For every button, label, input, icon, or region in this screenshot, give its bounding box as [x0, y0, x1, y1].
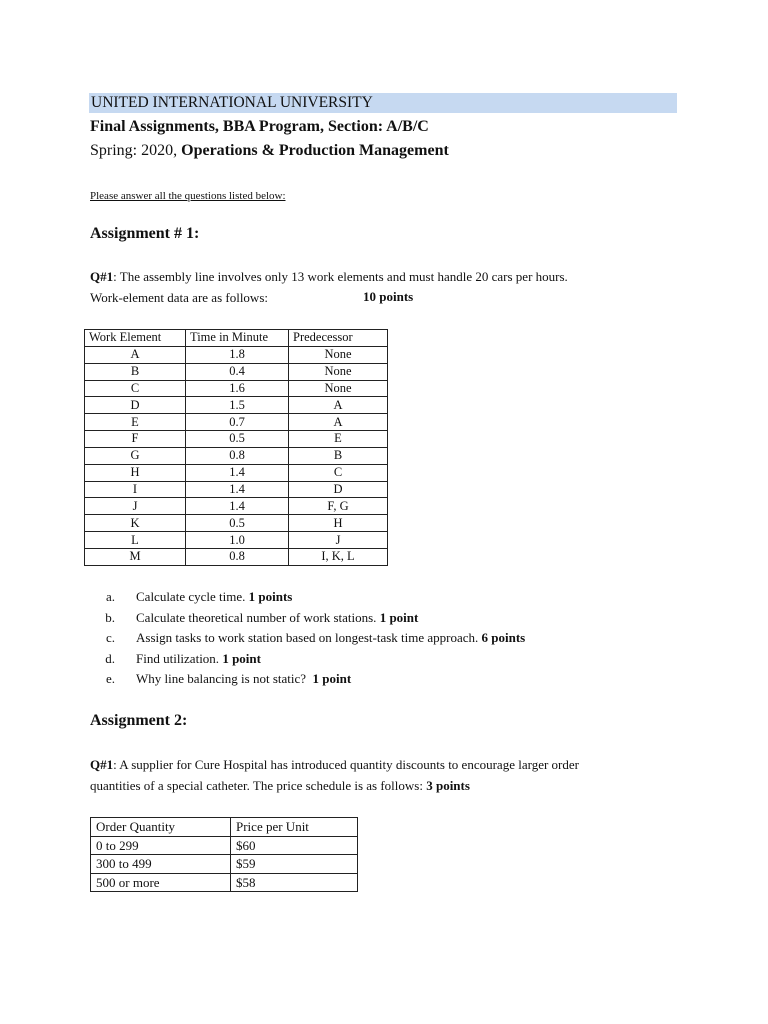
cell-time: 1.4 [186, 464, 289, 481]
cell-predecessor: J [289, 532, 388, 549]
task-points: 1 point [379, 609, 419, 625]
cell-time: 1.5 [186, 397, 289, 414]
cell-work-element: H [85, 464, 186, 481]
work-element-table [84, 329, 388, 566]
work-element-rows [85, 346, 388, 565]
table-row [85, 532, 388, 549]
task-points: 1 points [248, 589, 293, 604]
task-body [136, 587, 292, 608]
course-title: Operations & Production Management [181, 142, 449, 159]
task-item [90, 649, 525, 670]
question-text-line1: : The assembly line involves only 13 work elements and must handle 20 cars per hours. [113, 269, 568, 284]
cell-work-element: L [85, 532, 186, 549]
cell-price-per-unit: $59 [231, 855, 358, 874]
task-text: Assign tasks to work station based on longest-task time approach. [136, 630, 482, 645]
cell-work-element: F [85, 431, 186, 448]
table-row [91, 873, 358, 892]
cell-predecessor: None [289, 363, 388, 380]
question-label: Q#1 [90, 269, 114, 284]
task-marker: d. [105, 650, 115, 666]
task-body [136, 669, 351, 690]
cell-predecessor: A [289, 414, 388, 431]
course-line: Final Assignments, BBA Program, Section: A/B/C [90, 118, 429, 135]
header-work-element: Work Element [85, 330, 186, 347]
instruction-text: Please answer all the questions listed below: [90, 190, 286, 202]
table-row [85, 548, 388, 565]
header-order-quantity: Order Quantity [91, 818, 231, 837]
cell-predecessor: I, K, L [289, 548, 388, 565]
table-row [85, 431, 388, 448]
cell-predecessor: A [289, 397, 388, 414]
assignment1-heading: Assignment # 1: [90, 225, 200, 242]
question-text-line1: : A supplier for Cure Hospital has introduced quantity discounts to encourage larger order [113, 757, 579, 772]
cell-order-quantity: 0 to 299 [91, 836, 231, 855]
task-points: 1 point [312, 671, 352, 686]
assignment1-question [90, 267, 568, 308]
cell-time: 1.8 [186, 346, 289, 363]
task-text: Why line balancing is not static? [136, 671, 313, 686]
table-row [85, 481, 388, 498]
task-text: Find utilization. [136, 650, 223, 666]
cell-time: 1.6 [186, 380, 289, 397]
term-prefix: Spring: 2020, [90, 142, 182, 159]
question-text-line2: Work-element data are as follows: [90, 289, 268, 305]
table-row [91, 855, 358, 874]
question-label: Q#1 [90, 757, 114, 772]
cell-predecessor: None [289, 346, 388, 363]
assignment2-heading: Assignment 2: [90, 712, 188, 729]
cell-time: 0.5 [186, 431, 289, 448]
cell-time: 0.8 [186, 548, 289, 565]
table-row [85, 414, 388, 431]
task-item [90, 608, 525, 629]
task-item [90, 587, 525, 608]
task-item [90, 628, 525, 649]
cell-time: 1.0 [186, 532, 289, 549]
question-points: 10 points [363, 289, 414, 304]
cell-predecessor: C [289, 464, 388, 481]
cell-time: 1.4 [186, 481, 289, 498]
cell-work-element: K [85, 515, 186, 532]
cell-work-element: A [85, 346, 186, 363]
task-list [90, 587, 525, 690]
cell-predecessor: D [289, 481, 388, 498]
table-row [85, 346, 388, 363]
cell-work-element: J [85, 498, 186, 515]
cell-order-quantity: 500 or more [91, 873, 231, 892]
table-header-row [91, 818, 358, 837]
cell-time: 1.4 [186, 498, 289, 515]
header-price-per-unit: Price per Unit [231, 818, 358, 837]
table-row [85, 380, 388, 397]
cell-time: 0.5 [186, 515, 289, 532]
task-text: Calculate theoretical number of work stations. [136, 609, 380, 625]
cell-time: 0.8 [186, 447, 289, 464]
task-text: Calculate cycle time. [136, 589, 249, 604]
price-schedule-table [90, 817, 358, 892]
task-points: 6 points [481, 630, 526, 645]
table-row [85, 515, 388, 532]
cell-work-element: D [85, 397, 186, 414]
task-item [90, 669, 525, 690]
cell-work-element: I [85, 481, 186, 498]
cell-order-quantity: 300 to 499 [91, 855, 231, 874]
question-points: 3 points [426, 777, 470, 793]
task-marker: a. [105, 589, 115, 604]
cell-predecessor: None [289, 380, 388, 397]
task-points: 1 point [222, 650, 261, 666]
cell-predecessor: B [289, 447, 388, 464]
cell-work-element: E [85, 414, 186, 431]
task-body [136, 649, 261, 670]
cell-work-element: B [85, 363, 186, 380]
cell-predecessor: F, G [289, 498, 388, 515]
table-row [85, 397, 388, 414]
task-marker: b. [105, 609, 115, 625]
table-row [85, 363, 388, 380]
cell-work-element: M [85, 548, 186, 565]
header-time: Time in Minute [186, 330, 289, 347]
cell-work-element: G [85, 447, 186, 464]
cell-predecessor: E [289, 431, 388, 448]
task-marker: c. [105, 630, 115, 645]
task-body [136, 608, 418, 629]
task-body [136, 628, 525, 649]
table-row [91, 836, 358, 855]
table-header-row [85, 330, 388, 347]
task-marker: e. [105, 671, 115, 686]
university-name: UNITED INTERNATIONAL UNIVERSITY [89, 93, 677, 113]
cell-time: 0.4 [186, 363, 289, 380]
assignment2-question [90, 755, 579, 796]
cell-time: 0.7 [186, 414, 289, 431]
table-row [85, 464, 388, 481]
table-row [85, 498, 388, 515]
question-text-line2: quantities of a special catheter. The price schedule is as follows: [90, 777, 427, 793]
cell-price-per-unit: $60 [231, 836, 358, 855]
cell-predecessor: H [289, 515, 388, 532]
table-row [85, 447, 388, 464]
term-line [90, 142, 449, 160]
cell-work-element: C [85, 380, 186, 397]
header-predecessor: Predecessor [289, 330, 388, 347]
cell-price-per-unit: $58 [231, 873, 358, 892]
price-rows [91, 836, 358, 892]
